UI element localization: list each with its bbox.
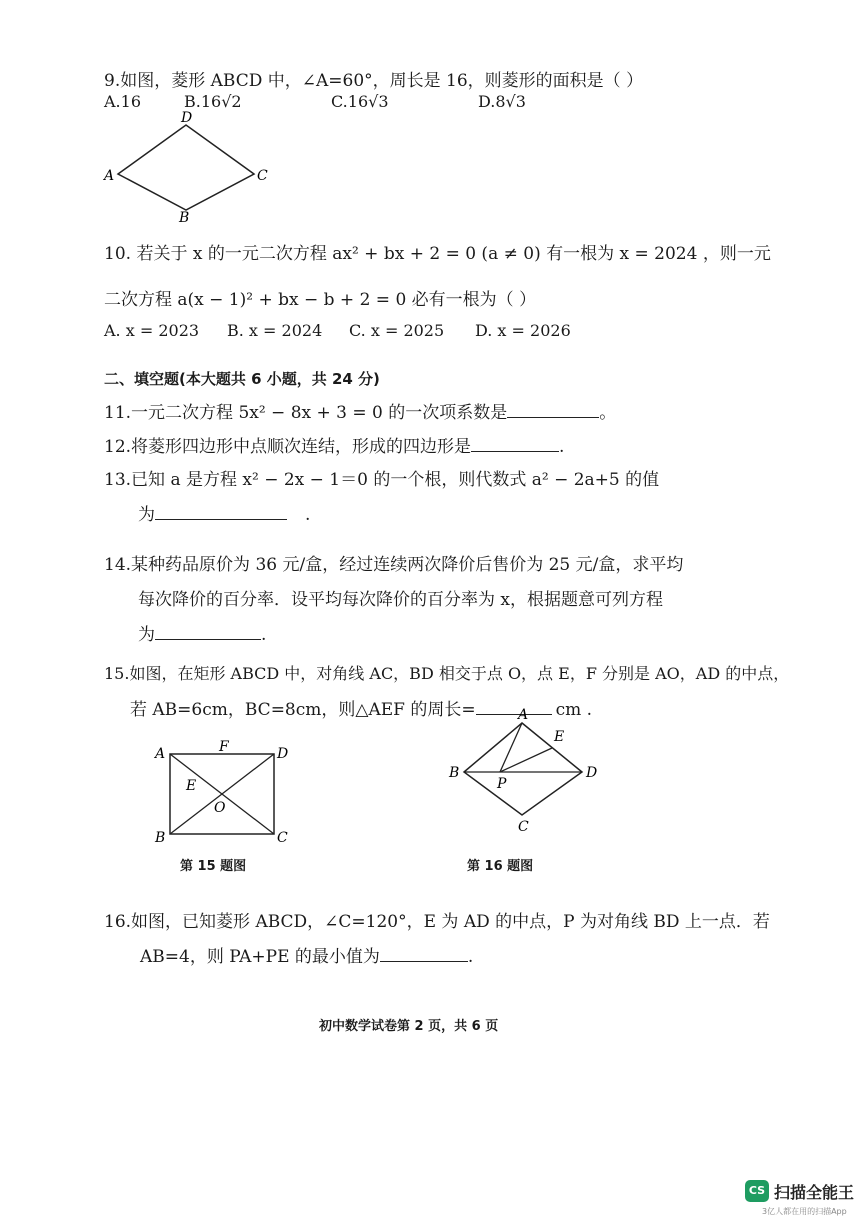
q10-option-d: D. x = 2026 [475, 321, 571, 340]
q9-rhombus-figure [100, 110, 280, 225]
q12 [104, 432, 564, 457]
q16-line1: 16.如图，已知菱形 ABCD，∠C=120°，E 为 AD 的中点，P 为对角线 BD 上一点．若 [104, 912, 770, 932]
q12-answer-blank[interactable] [471, 437, 559, 452]
q9-text: 9.如图，菱形 ABCD 中，∠A=60°，周长是 16，则菱形的面积是（ ） [104, 71, 644, 91]
fig16-caption: 第 16 题图 [467, 859, 534, 874]
q14-line1: 14.某种药品原价为 36 元/盒，经过连续两次降价后售价为 25 元/盒，求平均 [104, 555, 684, 575]
fig15-label-b: B [155, 830, 166, 846]
fig9-label-b: B [179, 210, 190, 225]
q14-answer-blank[interactable] [155, 625, 261, 640]
q9-option-c: C.16√3 [331, 92, 389, 111]
watermark-name: 扫描全能王 [774, 1183, 855, 1202]
q14-line2: 每次降价的百分率．设平均每次降价的百分率为 x，根据题意可列方程 [138, 590, 663, 610]
fig15-rectangle [150, 738, 300, 850]
fig15-label-d: D [277, 746, 289, 762]
q13-prefix: 为 [138, 505, 155, 525]
q9-option-d: D.8√3 [478, 92, 526, 111]
fig16-label-b: B [449, 765, 460, 781]
fig16-label-a: A [518, 707, 529, 723]
q13-line2 [138, 500, 310, 525]
fig16-label-d: D [586, 765, 598, 781]
watermark-subtitle: 3亿人都在用的扫描App [762, 1207, 847, 1216]
camscanner-logo-icon: CS [745, 1180, 769, 1202]
q9-option-a: A.16 [104, 92, 141, 111]
q12-text: 12.将菱形四边形中点顺次连结，形成的四边形是 [104, 437, 472, 457]
q11-end: 。 [599, 403, 617, 423]
q11 [104, 398, 616, 423]
fig16-rhombus [444, 705, 604, 835]
q10-option-b: B. x = 2024 [227, 321, 323, 340]
q10-line1: 10. 若关于 x 的一元二次方程 ax² + bx + 2 = 0 (a ≠ 0) 有一根为 x = 2024 ，则一元 [104, 244, 771, 264]
q16-line2 [140, 942, 473, 967]
q14-end: . [261, 625, 267, 645]
q10-option-a: A. x = 2023 [104, 321, 200, 340]
fig15-label-e: E [186, 778, 197, 794]
q11-text: 11.一元二次方程 5x² − 8x + 3 = 0 的一次项系数是 [104, 403, 508, 423]
fig9-label-a: A [104, 168, 115, 184]
fig16-label-c: C [518, 819, 529, 835]
q9-option-b: B.16√2 [184, 92, 242, 111]
fig9-label-c: C [257, 168, 268, 184]
q13-answer-blank[interactable] [155, 505, 287, 520]
q15-line1: 15.如图，在矩形 ABCD 中，对角线 AC，BD 相交于点 O，点 E，F 分别是 AO，AD 的中点， [104, 664, 790, 683]
q15-text: 若 AB=6cm，BC=8cm，则△AEF 的周长= [130, 700, 476, 720]
fig15-label-f: F [219, 739, 229, 755]
q14-line3 [138, 620, 266, 645]
q14-prefix: 为 [138, 625, 155, 645]
section-heading: 二、填空题(本大题共 6 小题，共 24 分) [104, 370, 380, 388]
q13-end: . [305, 505, 311, 525]
fig15-label-c: C [277, 830, 288, 846]
q16-text: AB=4，则 PA+PE 的最小值为 [140, 947, 380, 967]
page-footer: 初中数学试卷第 2 页，共 6 页 [319, 1019, 499, 1034]
q10-line2: 二次方程 a(x − 1)² + bx − b + 2 = 0 必有一根为（ ） [104, 290, 537, 310]
fig16-label-e: E [554, 729, 565, 745]
q13-line1: 13.已知 a 是方程 x² − 2x − 1＝0 的一个根，则代数式 a² − 2a+5 的值 [104, 470, 660, 490]
q16-answer-blank[interactable] [380, 947, 468, 962]
fig9-label-d: D [181, 110, 193, 126]
fig15-caption: 第 15 题图 [180, 859, 247, 874]
q10-option-c: C. x = 2025 [349, 321, 445, 340]
q12-end: . [559, 437, 565, 457]
q11-answer-blank[interactable] [507, 403, 599, 418]
fig15-label-o: O [214, 800, 226, 816]
q15-unit: cm . [555, 700, 593, 720]
fig15-label-a: A [155, 746, 166, 762]
q16-end: . [467, 947, 474, 967]
fig16-label-p: P [497, 776, 507, 792]
